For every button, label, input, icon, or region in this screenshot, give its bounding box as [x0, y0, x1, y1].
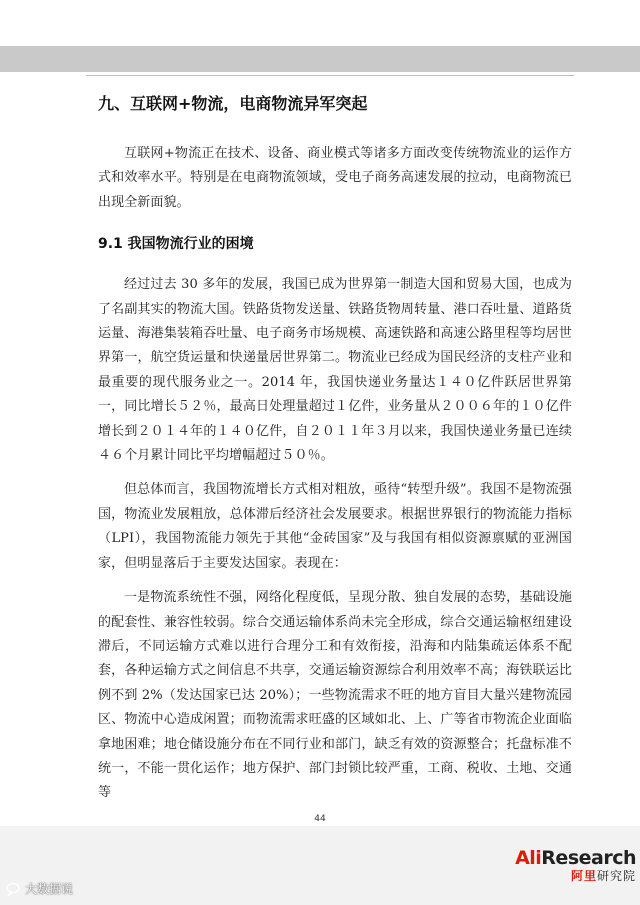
chat-bubble-icon [6, 882, 22, 896]
body-paragraph-1: 经过过去 30 多年的发展，我国已成为世界第一制造大国和贸易大国，也成为了名副其实的物流大国。铁路货物发送量、铁路货物周转量、港口吞吐量、道路货运量、海港集装箱吞吐量、电子商务市场规模、高速铁路和高速公路里程等均居世界第一，航空货运量和快递量居世界第二。物流业已经成为国民经济的支柱产业和最重要的现代服务业之一。2014 年，我国快递业务量达１４０亿件跃居世界第一，同比增长５２％，最高日处理量超过１亿件，业务量从２００６年的１０亿件增长到２０１４年的１４０亿件，自２０１１年３月以来，我国快递业务量已连续４６个月累计同比平均增幅超过５０％。 [98, 277, 572, 464]
watermark-text: 大数据说 [25, 882, 74, 896]
chapter-heading: 九、互联网+物流，电商物流异军突起 [98, 94, 368, 113]
watermark [6, 880, 73, 897]
page-number: 44 [314, 814, 326, 824]
header-band [0, 46, 640, 72]
logo-chinese [515, 868, 636, 884]
body-paragraph-2: 但总体而言，我国物流增长方式相对粗放，亟待“转型升级”。我国不是物流强国，物流业发展粗放，总体滞后经济社会发展要求。根据世界银行的物流能力指标（LPI），我国物流能力领先于其他“金砖国家”及与我国有相似资源禀赋的亚洲国家，但明显落后于主要发达国家。表现在： [98, 482, 572, 571]
section-title: 9.1 我国物流行业的困境 [98, 236, 254, 253]
intro-paragraph: 互联网+物流正在技术、设备、商业模式等诸多方面改变传统物流业的运作方式和效率水平。特别是在电商物流领域，受电子商务高速发展的拉动，电商物流已出现全新面貌。 [98, 146, 572, 210]
logo-cn-rest: 研究院 [596, 869, 636, 883]
aliresearch-logo [515, 848, 636, 884]
body-paragraph-3: 一是物流系统性不强，网络化程度低，呈现分散、独自发展的态势，基础设施的配套性、兼容性较弱。综合交通运输体系尚未完全形成，综合交通运输枢纽建设滞后，不同运输方式难以进行合理分工和有效衔接，沿海和内陆集疏运体系不配套，各种运输方式之间信息不共享，交通运输资源综合利用效率不高；海铁联运比例不到 2%（发达国家已达 20%）；一些物流需求不旺的地方盲目大量兴建物流园区、物流中心造成闲置；而物流需求旺盛的区域如北、上、广等省市物流企业面临拿地困难；地仓储设施分布在不同行业和部门，缺乏有效的资源整合；托盘标准不统一，不能一贯化运作；地方保护、部门封锁比较严重，工商、税收、土地、交通等 [98, 590, 572, 801]
logo-research: Research [541, 847, 636, 869]
logo-ali: Ali [515, 847, 542, 869]
page-content [98, 92, 572, 816]
logo-cn-brand: 阿里 [570, 869, 597, 883]
header-rule [86, 75, 574, 76]
logo-english [515, 848, 636, 868]
